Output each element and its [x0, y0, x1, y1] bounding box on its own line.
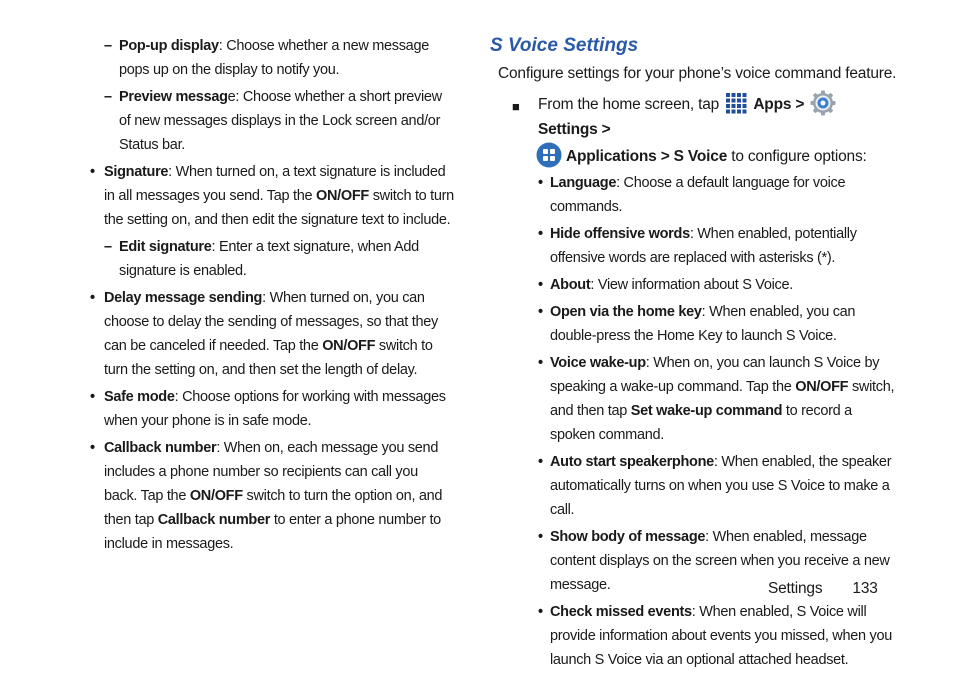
- list-item-signature: [90, 160, 454, 232]
- item-keyword: Callback number: [157, 512, 271, 528]
- item-desc: : When enabled, potentially offensive words are replaced with asterisks (*).: [550, 226, 857, 266]
- applications-svoice-label: Applications > S Voice: [566, 148, 728, 165]
- item-desc: : Choose options for working with messages when your phone is in safe mode.: [104, 389, 446, 429]
- item-term: Delay message sending: [104, 290, 263, 306]
- item-desc: : When on, each message you send includes a phone number so recipients can call you back. Tap the: [104, 440, 439, 504]
- item-desc: : Enter a text signature, when Add signature is enabled.: [119, 239, 419, 279]
- bullet-marker: •: [538, 604, 543, 620]
- list-item-edit-signature: [104, 235, 454, 283]
- item-desc: : When turned on, you can choose to delay the sending of messages, so that they can be canceled if needed. Tap the: [104, 290, 438, 354]
- list-item-check-missed-events: [538, 600, 900, 672]
- item-term: Voice wake-up: [550, 355, 646, 371]
- page-number: 133: [852, 580, 878, 597]
- step-instruction: [490, 90, 900, 169]
- page-footer: [768, 578, 878, 600]
- list-item-language: [538, 171, 900, 219]
- bullet-marker: •: [538, 304, 543, 320]
- item-desc: e: Choose whether a short preview of new messages displays in the Lock screen and/or Status bar.: [119, 89, 442, 153]
- bullet-marker: •: [538, 355, 543, 371]
- list-item-preview-message: [104, 85, 454, 157]
- item-keyword: ON/OFF: [322, 338, 376, 354]
- list-item-callback-number: [90, 436, 454, 556]
- item-term: Edit signature: [119, 239, 212, 255]
- bullet-marker: •: [90, 164, 95, 180]
- item-desc: to record a spoken command.: [550, 403, 852, 443]
- item-term: Hide offensive words: [550, 226, 690, 242]
- bullet-marker: •: [90, 389, 95, 405]
- item-desc: : When turned on, a text signature is included in all messages you send. Tap the: [104, 164, 446, 204]
- apps-label: Apps >: [753, 96, 805, 113]
- bullet-marker: •: [538, 277, 543, 293]
- list-item-auto-start-speakerphone: [538, 450, 900, 522]
- item-term: Open via the home key: [550, 304, 702, 320]
- item-desc: : View information about S Voice.: [590, 277, 793, 293]
- item-desc: : When enabled, the speaker automatically turns on when you use S Voice to make a call.: [550, 454, 892, 518]
- item-term: Callback number: [104, 440, 217, 456]
- item-keyword: ON/OFF: [316, 188, 369, 204]
- item-term: Pop-up display: [119, 38, 219, 54]
- item-desc: : When enabled, you can double-press the Home Key to launch S Voice.: [550, 304, 856, 344]
- step-pre: From the home screen, tap: [538, 96, 724, 113]
- item-keyword: Set wake-up command: [630, 403, 783, 419]
- list-item-delay-message-sending: [90, 286, 454, 382]
- square-bullet: ■: [512, 99, 520, 114]
- item-desc: switch, and then tap: [550, 379, 895, 419]
- item-desc: : Choose whether a new message pops up on the display to notify you.: [119, 38, 429, 78]
- dash-marker: –: [104, 239, 112, 255]
- list-item-open-via-home-key: [538, 300, 900, 348]
- bullet-marker: •: [538, 175, 543, 191]
- bullet-marker: •: [90, 290, 95, 306]
- applications-icon: [536, 142, 562, 168]
- item-desc: switch to turn the setting on, and then set the length of delay.: [104, 338, 433, 378]
- item-term: Check missed events: [550, 604, 692, 620]
- bullet-marker: •: [538, 529, 543, 545]
- list-item-popup-display: [104, 34, 454, 82]
- item-desc: : When enabled, S Voice will provide information about events you missed, when you launch S Voice via an optional attached headset.: [550, 604, 892, 668]
- item-desc: switch to turn the setting on, and then edit the signature text to include.: [104, 188, 454, 228]
- item-term: Signature: [104, 164, 169, 180]
- item-desc: switch to turn the option on, and then tap: [104, 488, 443, 528]
- bullet-marker: •: [538, 454, 543, 470]
- item-term: Preview messag: [119, 89, 228, 105]
- dash-marker: –: [104, 38, 112, 54]
- step-post: to configure options:: [727, 148, 867, 165]
- item-keyword: ON/OFF: [795, 379, 849, 395]
- list-item-safe-mode: [90, 385, 454, 433]
- item-term: Language: [550, 175, 617, 191]
- list-item-voice-wake-up: [538, 351, 900, 447]
- settings-label: Settings >: [538, 121, 611, 138]
- bullet-marker: •: [90, 440, 95, 456]
- footer-section: Settings: [768, 580, 823, 597]
- left-column: [90, 34, 454, 559]
- item-term: Show body of message: [550, 529, 706, 545]
- list-item-about: [538, 273, 900, 297]
- list-item-hide-offensive-words: [538, 222, 900, 270]
- item-term: Auto start speakerphone: [550, 454, 714, 470]
- item-desc: : When enabled, message content displays on the screen when you receive a new message.: [550, 529, 890, 593]
- intro-text: Configure settings for your phone’s voice command feature.: [498, 65, 897, 82]
- settings-gear-icon: [810, 90, 836, 116]
- item-term: Safe mode: [104, 389, 175, 405]
- item-term: About: [550, 277, 591, 293]
- apps-grid-icon: [725, 92, 747, 114]
- item-desc: to enter a phone number to include in messages.: [104, 512, 441, 552]
- item-keyword: ON/OFF: [189, 488, 243, 504]
- item-desc: : Choose a default language for voice commands.: [550, 175, 846, 215]
- section-heading: S Voice Settings: [490, 35, 639, 56]
- item-desc: : When on, you can launch S Voice by speaking a wake-up command. Tap the: [550, 355, 880, 395]
- bullet-marker: •: [538, 226, 543, 242]
- dash-marker: –: [104, 89, 112, 105]
